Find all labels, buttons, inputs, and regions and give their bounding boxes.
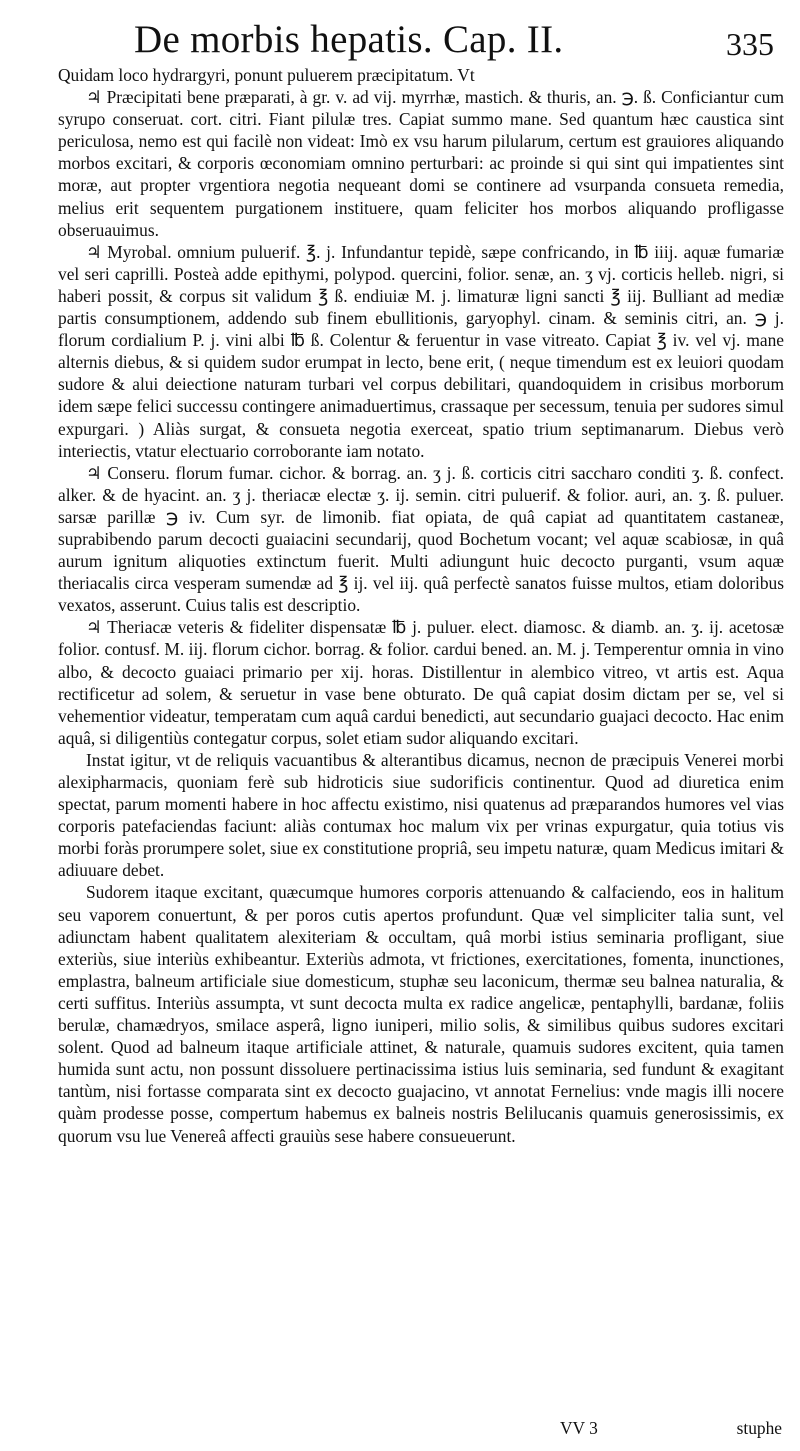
paragraph-recipe-myrobalan: ♃ Myrobal. omnium puluerif. ℥. j. Infundantur tepidè, sæpe confricando, in ℔ iiij. aquæ fumariæ vel seri caprilli. Posteà adde epithymi, polypod. quercini, folior. senæ, an. ʒ vj. corticis helleb. nigri, si haberi possit, & corpus sit validum ℥ ß. endiuiæ M. j. limaturæ ligni sancti ℥ iij. Bulliant ad mediæ partis consumptionem, addendo sub finem ebullitionis, garyophyl. cinam. & seminis citri, an. ℈ j. florum cordialium P. j. vini albi ℔ ß. Colentur & feruentur in vase vitreato. Capiat ℥ iv. vel vj. mane alternis diebus, & si quidem sudor erumpat in lecto, bene erit, ( neque timendum est ex leuiori quodam sudore & alui deiectione naturam turbari vel corpus debilitari, quandoquidem in crisibus morborum idem sæpe felici successu contingere animaduertimus, crassaque per secessum, tenuia per sudores simul expurgari. ) Aliàs surgat, & consueta negotia exerceat, spatio trium septimanarum. Diebus verò interiectis, vtatur electuario corroborante iam notato. bbox=[58, 241, 784, 461]
running-title: De morbis hepatis. Cap. II. bbox=[134, 18, 564, 61]
body-text bbox=[58, 64, 784, 1147]
paragraph-sudorifics-intro: Instat igitur, vt de reliquis vacuantibus & alterantibus dicamus, necnon de præcipuis Venerei morbi alexipharmacis, quoniam ferè sub hidroticis siue sudorificis continentur. Quod ad diuretica enim spectat, parum momenti habere in hoc affectu existimo, nisi quatenus ad præparandos humores vel vias corporis patefaciendas faciunt: aliàs contumax hoc malum vix per vrinas expurgatur, quia totius vis morbi foràs prorumpere solet, siue ex constitutione propriâ, seu impetu naturæ, quam Medicus imitari & adiuuare debet. bbox=[58, 749, 784, 881]
paragraph-recipe-conserve: ♃ Conseru. florum fumar. cichor. & borrag. an. ʒ j. ß. corticis citri saccharo conditi ʒ. ß. confect. alker. & de hyacint. an. ʒ j. theriacæ electæ ʒ. ij. semin. citri puluerif. & folior. auri, an. ʒ. ß. puluer. sarsæ parillæ ℈ iv. Cum syr. de limonib. fiat opiata, de quâ capiat ad quantitatem castaneæ, suprabibendo parum decocti guaiacini secundarij, quod Bochetum vocant; vel aquæ scabiosæ, in quâ aurum ignitum aliquoties extinctum fuerit. Multi adiungunt huic decocto purganti, vsum aquæ theriacalis circa vesperam sumendæ ad ℥ ij. vel iij. quâ perfectè sanatos fuisse multos, etiam doloribus vexatos, asserunt. Cuius talis est descriptio. bbox=[58, 462, 784, 616]
page-footer bbox=[560, 1416, 782, 1440]
paragraph-recipe-theriac-water: ♃ Theriacæ veteris & fideliter dispensatæ ℔ j. puluer. elect. diamosc. & diamb. an. ʒ. ij. acetosæ folior. contusf. M. iij. florum cichor. borrag. & folior. cardui bened. an. M. j. Temperentur omnia in vino albo, & decocto guaiaci primario per xij. horas. Distillentur in alembico vitreo, vt artis est. Aqua rectificetur ad solem, & seruetur in vase bene obturato. De quâ capiat dosim dictam per se, vel si vehementior videatur, temperatam cum aquâ cardui benedicti, aut secundario guajaci decocto. Hac enim aquâ, si diligentiùs contegatur corpus, solet etiam sudor aliquando excitari. bbox=[58, 617, 784, 748]
paragraph-recipe-pills: ♃ Præcipitati bene præparati, à gr. v. ad vij. myrrhæ, mastich. & thuris, an. ℈. ß. Conficiantur cum syrupo conseruat. cort. citri. Fiant pilulæ tres. Capiat summo mane. Sed quantum hæc caustica sint periculosa, nemo est qui facilè non videat: Imò ex vsu harum pilularum, certum est grauiores aliquando morbos excitari, & corporis œconomiam omnino perturbari: ac proinde si qui sint qui impatientes sint moræ, aut propter vrgentiora negotia nequeant domi se continere ad vsurpanda consueta remedia, melius erit sequentem purgationem instituere, quam feliciter hos morbos aliquando profligasse obseruauimus. bbox=[58, 87, 784, 240]
paragraph-sudorifics: Sudorem itaque excitant, quæcumque humores corporis attenuando & calfaciendo, eos in halitum seu vaporem conuertunt, & per poros cutis apertos profundunt. Quæ vel simpliciter talia sunt, vel adiunctam habent qualitatem alexiteriam & occultam, quâ morbi istius seminaria profligant, siue exteriùs, siue interiùs exhibeantur. Exteriùs admota, vt frictiones, exercitationes, fomenta, inunctiones, emplastra, balneum artificiale siue domesticum, stuphæ seu laconicum, thermæ seu balnea naturalia, & certi suffitus. Interiùs assumpta, vt sunt decocta multa ex radice angelicæ, pentaphylli, bardanæ, foliis berulæ, chamædryos, smilace asperâ, ligno iuniperi, milio solis, & similibus quibus sudores excitari solent. Quod ad balneum itaque artificiale attinet, & naturale, quamuis sudores excitent, quia tamen humida sunt actu, non possunt dissoluere pertinacissima istius luis seminaria, sed fundunt & exagitant tantùm, nisi fortasse comparata sint ex decocto guajacino, vt annotat Fernelius: vnde magis illi nocere quàm prodesse posse, compertum habemus ex balneis nostris Belilucanis quamuis generosissimis, ex quorum vsu lue Venereâ affecti grauiùs sese habere consueuerunt. bbox=[58, 882, 784, 1146]
paragraph-opening: Quidam loco hydrargyri, ponunt puluerem præcipitatum. Vt bbox=[58, 65, 475, 85]
page-header bbox=[110, 14, 780, 66]
page-number: 335 bbox=[726, 26, 774, 62]
catchword: stuphe bbox=[736, 1418, 782, 1438]
signature-mark: VV 3 bbox=[560, 1418, 598, 1438]
